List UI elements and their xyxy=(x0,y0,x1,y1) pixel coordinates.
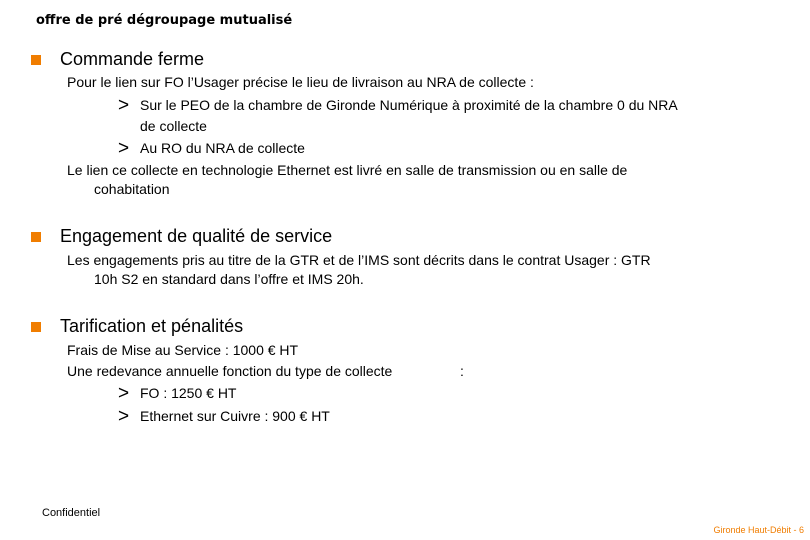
section-bullet-3 xyxy=(31,322,41,332)
section-bullet-1 xyxy=(31,55,41,65)
arrow-icon: > xyxy=(118,95,130,116)
sub-item-text: Ethernet sur Cuivre : 900 € HT xyxy=(140,408,330,424)
sub-item-text-cont: de collecte xyxy=(140,118,207,134)
section-text: Une redevance annuelle fonction du type de collecte xyxy=(67,363,393,379)
footer-brand-page: Gironde Haut-Débit - 6 xyxy=(713,525,804,535)
section-text: Les engagements pris au titre de la GTR et de l’IMS sont décrits dans le contrat Usager : GTR xyxy=(67,252,651,268)
arrow-icon: > xyxy=(118,383,130,404)
arrow-icon: > xyxy=(118,406,130,427)
section-text-cont: cohabitation xyxy=(94,181,170,197)
sub-item-text: Au RO du NRA de collecte xyxy=(140,140,305,156)
section-heading-qualite: Engagement de qualité de service xyxy=(60,226,333,246)
section-text: Pour le lien sur FO l’Usager précise le lieu de livraison au NRA de collecte : xyxy=(67,74,534,90)
arrow-icon: > xyxy=(118,138,130,159)
section-text: Le lien ce collecte en technologie Ethernet est livré en salle de transmission ou en salle de xyxy=(67,162,628,178)
section-text: Frais de Mise au Service : 1000 € HT xyxy=(67,342,299,358)
confidential-label: Confidentiel xyxy=(42,507,101,519)
section-bullet-2 xyxy=(31,232,41,242)
section-text-colon: : xyxy=(460,363,464,379)
sub-item-text: Sur le PEO de la chambre de Gironde Numérique à proximité de la chambre 0 du NRA xyxy=(140,97,678,113)
sub-item-text: FO : 1250 € HT xyxy=(140,385,237,401)
section-text-cont: 10h S2 en standard dans l’offre et IMS 20h. xyxy=(94,271,364,287)
slide-title: offre de pré dégroupage mutualisé xyxy=(36,13,293,28)
section-heading-tarification: Tarification et pénalités xyxy=(60,316,244,336)
section-heading-commande: Commande ferme xyxy=(60,49,205,69)
